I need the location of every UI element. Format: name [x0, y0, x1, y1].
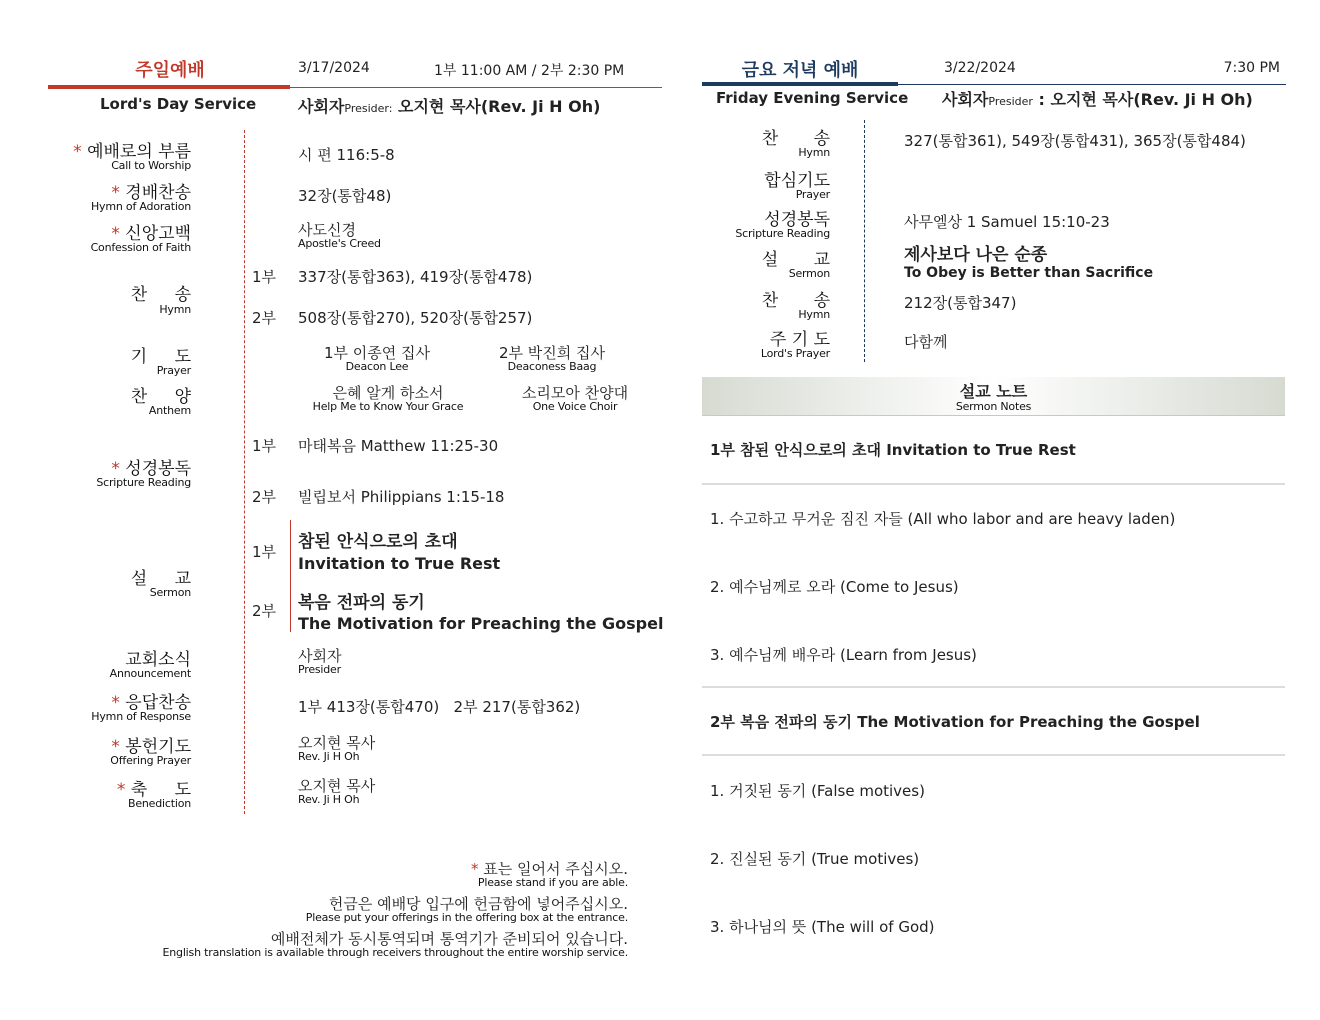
- sunday-times: 1부 11:00 AM / 2부 2:30 PM: [434, 63, 625, 79]
- notes-divider: [702, 483, 1285, 485]
- notes-s2-point: 2. 진실된 동기 (True motives): [710, 850, 920, 868]
- sermon-notes-title: 설교 노트: [959, 382, 1028, 401]
- friday-title-rule: [702, 82, 898, 86]
- sermon-service1-mark: 1부: [252, 543, 277, 561]
- sunday-header-rule: [290, 87, 662, 88]
- sunday-title: 주일예배: [135, 60, 205, 81]
- sunday-dashed-divider: [244, 130, 245, 814]
- scripture-service1-mark: 1부: [252, 437, 277, 455]
- friday-hymn1-value: 327(통합361), 549장(통합431), 365장(통합484): [904, 132, 1246, 150]
- sermon-title-2: 복음 전파의 동기 The Motivation for Preaching the Gospel: [298, 593, 664, 633]
- sermon-divider: [290, 520, 291, 632]
- friday-scripture-value: 사무엘상 1 Samuel 15:10-23: [904, 213, 1110, 231]
- response-value: 1부 413장(통합470) 2부 217(통합362): [298, 698, 581, 716]
- notes-s1-point: 2. 예수님께로 오라 (Come to Jesus): [710, 578, 959, 596]
- presider-label-en: Presider:: [344, 102, 393, 115]
- hymn-service1-mark: 1부: [252, 268, 277, 286]
- friday-dashed-divider: [864, 120, 865, 362]
- footer-notes: * 표는 일어서 주십시오. Please stand if you are able. 헌금은 예배당 입구에 헌금함에 넣어주십시오. Please put your offerings in the offering box at the entrance. 예배전체가 동시통역되며 통역기가 준비되어 있습니다. English translation is available through receivers throughout the entire worship service.: [162, 860, 628, 959]
- sunday-title-rule: [48, 85, 290, 89]
- offering-label: * 봉헌기도 Offering Prayer: [110, 737, 191, 767]
- notes-s1-point: 3. 예수님께 배우라 (Learn from Jesus): [710, 646, 977, 664]
- friday-sermon-label: 설 교 Sermon: [761, 250, 830, 280]
- friday-time: 7:30 PM: [1223, 60, 1280, 76]
- announcement-label: 교회소식 Announcement: [109, 650, 191, 680]
- notes-divider: [702, 686, 1285, 688]
- adoration-value: 32장(통합48): [298, 187, 392, 205]
- sermon-notes-header: [702, 377, 1285, 416]
- notes-s2-heading: 2부 복음 전파의 동기 The Motivation for Preaching the Gospel: [710, 713, 1200, 731]
- response-label: * 응답찬송 Hymn of Response: [91, 693, 191, 723]
- faith-label: * 신앙고백 Confession of Faith: [90, 224, 191, 254]
- sermon-title-1: 참된 안식으로의 초대 Invitation to True Rest: [298, 532, 501, 573]
- friday-title: 금요 저녁 예배: [741, 60, 859, 81]
- faith-value: 사도신경 Apostle's Creed: [298, 221, 381, 250]
- friday-date: 3/22/2024: [944, 60, 1016, 76]
- call-to-worship-value: 시 편 116:5-8: [298, 146, 395, 164]
- notes-s1-point: 1. 수고하고 무거운 짐진 자들 (All who labor and are heavy laden): [710, 510, 1176, 528]
- notes-s2-point: 3. 하나님의 뜻 (The will of God): [710, 918, 935, 936]
- hymn-service2-value: 508장(통합270), 520장(통합257): [298, 309, 533, 327]
- hymn-service2-mark: 2부: [252, 309, 277, 327]
- prayer-label: 기 도 Prayer: [130, 347, 191, 377]
- presider-label: 사회자: [298, 97, 345, 116]
- scripture-service2-value: 빌립보서 Philippians 1:15-18: [298, 488, 505, 506]
- friday-presider: 사회자Presider : 오지현 목사(Rev. Ji H Oh): [942, 90, 1253, 109]
- anthem-choir: 소리모아 찬양대 One Voice Choir: [521, 384, 629, 413]
- hymn-service1-value: 337장(통합363), 419장(통합478): [298, 268, 533, 286]
- sermon-label: 설 교 Sermon: [130, 569, 191, 599]
- sermon-notes-subtitle: Sermon Notes: [955, 400, 1032, 413]
- friday-scripture-label: 성경봉독 Scripture Reading: [735, 210, 830, 240]
- sunday-date: 3/17/2024: [298, 60, 370, 76]
- friday-sermon-value: 제사보다 나은 순종 To Obey is Better than Sacrifice: [904, 245, 1154, 281]
- call-to-worship-label: * 예배로의 부름 Call to Worship: [73, 142, 191, 172]
- announcement-value: 사회자 Presider: [298, 647, 342, 676]
- scripture-label: * 성경봉독 Scripture Reading: [96, 459, 191, 489]
- scripture-service2-mark: 2부: [252, 488, 277, 506]
- presider-name: 오지현 목사(Rev. Ji H Oh): [398, 97, 601, 116]
- notes-divider: [702, 754, 1285, 756]
- scripture-service1-value: 마태복음 Matthew 11:25-30: [298, 437, 499, 455]
- friday-hymn2-value: 212장(통합347): [904, 294, 1017, 312]
- sunday-title-en: Lord's Day Service: [100, 95, 257, 113]
- benediction-label: * 축 도 Benediction: [116, 780, 191, 810]
- benediction-value: 오지현 목사 Rev. Ji H Oh: [298, 777, 376, 806]
- notes-s2-point: 1. 거짓된 동기 (False motives): [710, 782, 925, 800]
- friday-header-rule: [898, 84, 1286, 85]
- sermon-service2-mark: 2부: [252, 602, 277, 620]
- friday-title-en: Friday Evening Service: [716, 89, 909, 107]
- friday-hymn2-label: 찬 송 Hymn: [761, 291, 830, 321]
- sunday-presider: [298, 94, 600, 117]
- hymn-label: 찬 송 Hymn: [130, 285, 191, 316]
- offering-value: 오지현 목사 Rev. Ji H Oh: [298, 734, 376, 763]
- friday-hymn1-label: 찬 송 Hymn: [761, 129, 830, 159]
- adoration-label: * 경배찬송 Hymn of Adoration: [90, 183, 191, 213]
- friday-prayer-label: 합심기도 Prayer: [764, 171, 830, 201]
- prayer-person-2: 2부 박진희 집사 Deaconess Baag: [498, 344, 606, 373]
- friday-lords-prayer-label: 주 기 도 Lord's Prayer: [760, 330, 830, 360]
- anthem-label: 찬 양 Anthem: [130, 387, 191, 417]
- notes-s1-heading: 1부 참된 안식으로의 초대 Invitation to True Rest: [710, 441, 1076, 459]
- prayer-person-1: 1부 이종연 집사 Deacon Lee: [323, 344, 431, 373]
- anthem-song: 은혜 알게 하소서 Help Me to Know Your Grace: [312, 384, 464, 413]
- friday-lords-prayer-value: 다함께: [904, 333, 948, 351]
